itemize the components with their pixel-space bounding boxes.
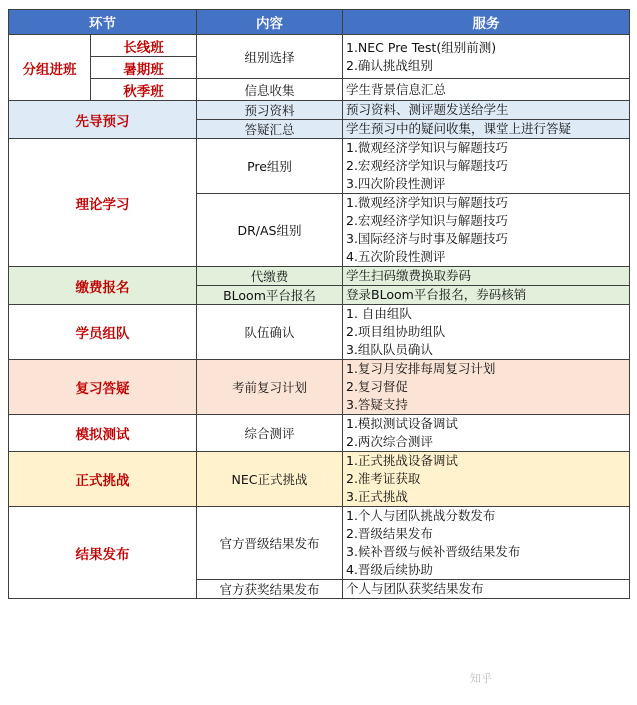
service-cell (343, 79, 630, 101)
stage-theory: 理论学习 (9, 139, 197, 267)
table-row (9, 507, 630, 580)
service-line: 学生预习中的疑问收集，课堂上进行答疑 (346, 121, 572, 136)
class-summer: 暑期班 (91, 57, 197, 79)
content-cell: 预习资料 (197, 101, 343, 120)
content-cell: 综合测评 (197, 415, 343, 452)
service-line: 学生扫码缴费换取券码 (346, 268, 472, 283)
content-cell: DR/AS组别 (197, 194, 343, 267)
service-line: 2.宏观经济学知识与解题技巧 (346, 158, 508, 173)
content-cell: NEC正式挑战 (197, 452, 343, 507)
service-line: 3.四次阶段性测评 (346, 176, 446, 191)
header-content: 内容 (197, 10, 343, 35)
table-row (9, 267, 630, 286)
service-cell (343, 267, 630, 286)
service-cell (343, 120, 630, 139)
class-long: 长线班 (91, 35, 197, 57)
header-stage: 环节 (9, 10, 197, 35)
table-row (9, 415, 630, 452)
stage-official: 正式挑战 (9, 452, 197, 507)
service-line: 1.个人与团队挑战分数发布 (346, 508, 496, 523)
service-cell (343, 452, 630, 507)
service-line: 3.国际经济与时事及解题技巧 (346, 231, 508, 246)
service-cell (343, 101, 630, 120)
class-autumn: 秋季班 (91, 79, 197, 101)
stage-preview: 先导预习 (9, 101, 197, 139)
content-cell: 考前复习计划 (197, 360, 343, 415)
service-cell (343, 415, 630, 452)
service-line: 2.晋级结果发布 (346, 526, 433, 541)
stage-team: 学员组队 (9, 305, 197, 360)
service-line: 2.确认挑战组别 (346, 57, 433, 73)
table-row (9, 452, 630, 507)
table-row (9, 35, 630, 57)
service-line: 1.微观经济学知识与解题技巧 (346, 140, 508, 155)
header-service: 服务 (343, 10, 630, 35)
service-line: 1.正式挑战设备调试 (346, 453, 458, 468)
service-line: 1.NEC Pre Test(组别前测) (346, 39, 497, 55)
content-cell: 组别选择 (197, 35, 343, 79)
service-line: 3.候补晋级与候补晋级结果发布 (346, 544, 521, 559)
table-header (9, 10, 630, 35)
content-cell: 官方晋级结果发布 (197, 507, 343, 580)
service-line: 2.两次综合测评 (346, 434, 433, 449)
stage-mock: 模拟测试 (9, 415, 197, 452)
service-cell (343, 360, 630, 415)
service-line: 个人与团队获奖结果发布 (346, 581, 484, 596)
service-cell (343, 580, 630, 599)
service-line: 1.模拟测试设备调试 (346, 416, 458, 431)
service-line: 2.宏观经济学知识与解题技巧 (346, 213, 508, 228)
content-cell: 信息收集 (197, 79, 343, 101)
service-cell (343, 194, 630, 267)
content-cell: 答疑汇总 (197, 120, 343, 139)
service-table (8, 9, 630, 599)
service-line: 3.组队队员确认 (346, 342, 433, 357)
content-cell: 队伍确认 (197, 305, 343, 360)
service-line: 4.晋级后续协助 (346, 562, 433, 577)
service-line: 1.微观经济学知识与解题技巧 (346, 195, 508, 210)
stage-review: 复习答疑 (9, 360, 197, 415)
watermark: 知乎 (470, 672, 492, 685)
service-line: 登录BLoom平台报名，券码核销 (346, 287, 527, 302)
service-line: 1.复习月安排每周复习计划 (346, 361, 496, 376)
table-row (9, 139, 630, 194)
service-line: 2.项目组协助组队 (346, 324, 446, 339)
content-cell: 官方获奖结果发布 (197, 580, 343, 599)
service-line: 2.准考证获取 (346, 471, 421, 486)
service-line: 3.答疑支持 (346, 397, 408, 412)
stage-results: 结果发布 (9, 507, 197, 599)
table-row (9, 101, 630, 120)
content-cell: BLoom平台报名 (197, 286, 343, 305)
stage-group: 分组进班 (9, 35, 91, 101)
service-line: 预习资料、测评题发送给学生 (346, 102, 509, 117)
content-cell: 代缴费 (197, 267, 343, 286)
service-cell (343, 35, 630, 79)
service-line: 4.五次阶段性测评 (346, 249, 446, 264)
service-line: 3.正式挑战 (346, 489, 408, 504)
table-row (9, 79, 630, 101)
table-row (9, 360, 630, 415)
service-line: 1. 自由组队 (346, 306, 412, 321)
table-row (9, 305, 630, 360)
service-cell (343, 305, 630, 360)
stage-payment: 缴费报名 (9, 267, 197, 305)
service-cell (343, 286, 630, 305)
service-line: 2.复习督促 (346, 379, 408, 394)
service-cell (343, 507, 630, 580)
service-cell (343, 139, 630, 194)
service-line: 学生背景信息汇总 (346, 81, 447, 97)
content-cell: Pre组别 (197, 139, 343, 194)
